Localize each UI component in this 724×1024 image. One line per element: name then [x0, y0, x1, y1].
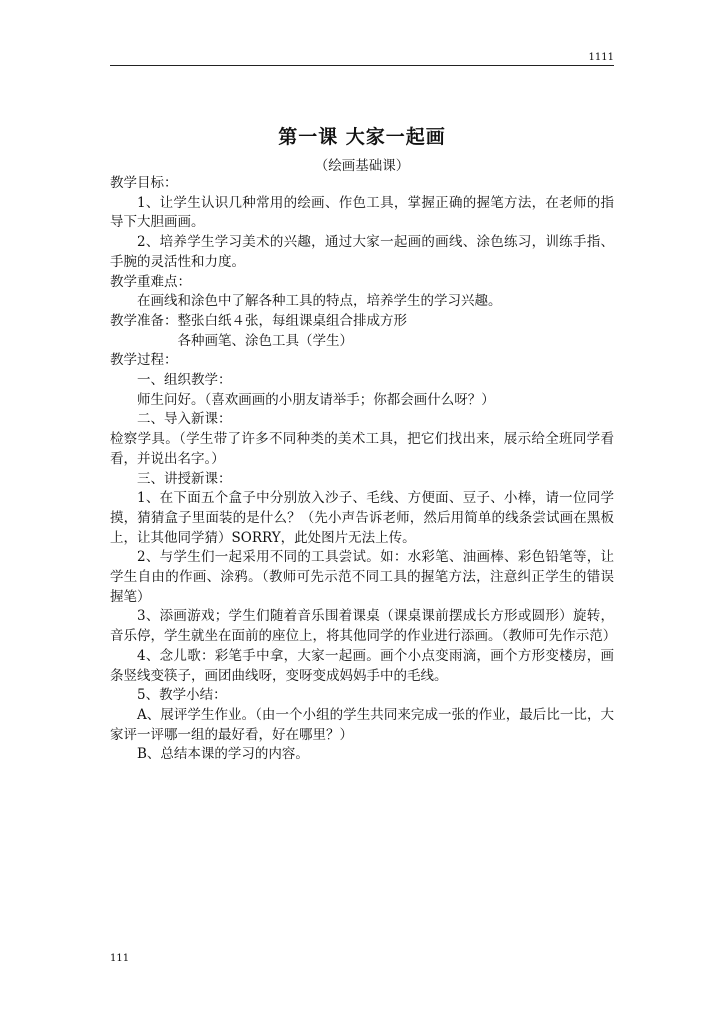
body-paragraph: 各种画笔、涂色工具（学生）: [177, 332, 353, 349]
body-paragraph: 在画线和涂色中了解各种工具的特点，培养学生的学习兴趣。: [137, 293, 502, 310]
header-rule: [110, 65, 614, 66]
footer-page-number: 111: [110, 953, 130, 964]
body-paragraph: A、展评学生作业。（由一个小组的学生共同来完成一张的作业，最后比一比，大家评一评哪一组的最好看，好在哪里？）: [110, 706, 614, 743]
body-paragraph: 1、让学生认识几种常用的绘画、作色工具，掌握正确的握笔方法，在老师的指导下大胆画画。: [110, 194, 614, 231]
lesson-title: 第一课 大家一起画: [278, 126, 446, 148]
document-body: [110, 174, 617, 765]
body-paragraph: 检察学具。（学生带了许多不同种类的美术工具，把它们找出来，展示给全班同学看看，并说出名字。）: [110, 431, 614, 467]
body-paragraph: 一、组织教学：: [137, 372, 232, 389]
body-paragraph: 1、在下面五个盒子中分别放入沙子、毛线、方便面、豆子、小棒，请一位同学摸，猜猜盒子里面装的是什么？（先小声告诉老师，然后用简单的线条尝试画在黑板上，让其他同学猜）SORRY，此处图片无法上传。: [110, 490, 614, 546]
body-paragraph: 师生问好。（喜欢画画的小朋友请举手；你都会画什么呀？）: [137, 391, 495, 408]
body-paragraph: B、总结本课的学习的内容。: [137, 746, 309, 763]
body-paragraph: 三、讲授新课：: [137, 470, 232, 487]
body-paragraph: 5、教学小结：: [137, 687, 227, 704]
body-paragraph: 教学准备：整张白纸４张，每组课桌组合排成方形: [110, 312, 407, 329]
body-paragraph: 2、培养学生学习美术的兴趣，通过大家一起画的画线、涂色练习，训练手指、手腕的灵活性和力度。: [110, 234, 614, 270]
body-paragraph: 教学过程：: [110, 352, 178, 369]
body-paragraph: 二、导入新课：: [137, 411, 232, 428]
body-paragraph: 2、与学生们一起采用不同的工具尝试。如：水彩笔、油画棒、彩色铅笔等，让学生自由的作画、涂鸦。（教师可先示范不同工具的握笔方法，注意纠正学生的错误握笔）: [110, 549, 614, 605]
body-paragraph: 4、念儿歌：彩笔手中拿，大家一起画。画个小点变雨滴，画个方形变楼房，画条竖线变筷子，画团曲线呀，变呀变成妈妈手中的毛线。: [110, 647, 614, 684]
body-paragraph: 3、添画游戏；学生们随着音乐围着课桌（课桌课前摆成长方形或圆形）旋转，音乐停，学生就坐在面前的座位上，将其他同学的作业进行添画。（教师可先作示范）: [110, 608, 617, 645]
lesson-subtitle: （绘画基础课）: [314, 158, 410, 174]
body-paragraph: 教学目标：: [110, 175, 178, 191]
header-page-number: 1111: [588, 52, 614, 63]
body-paragraph: 教学重难点：: [110, 273, 191, 290]
